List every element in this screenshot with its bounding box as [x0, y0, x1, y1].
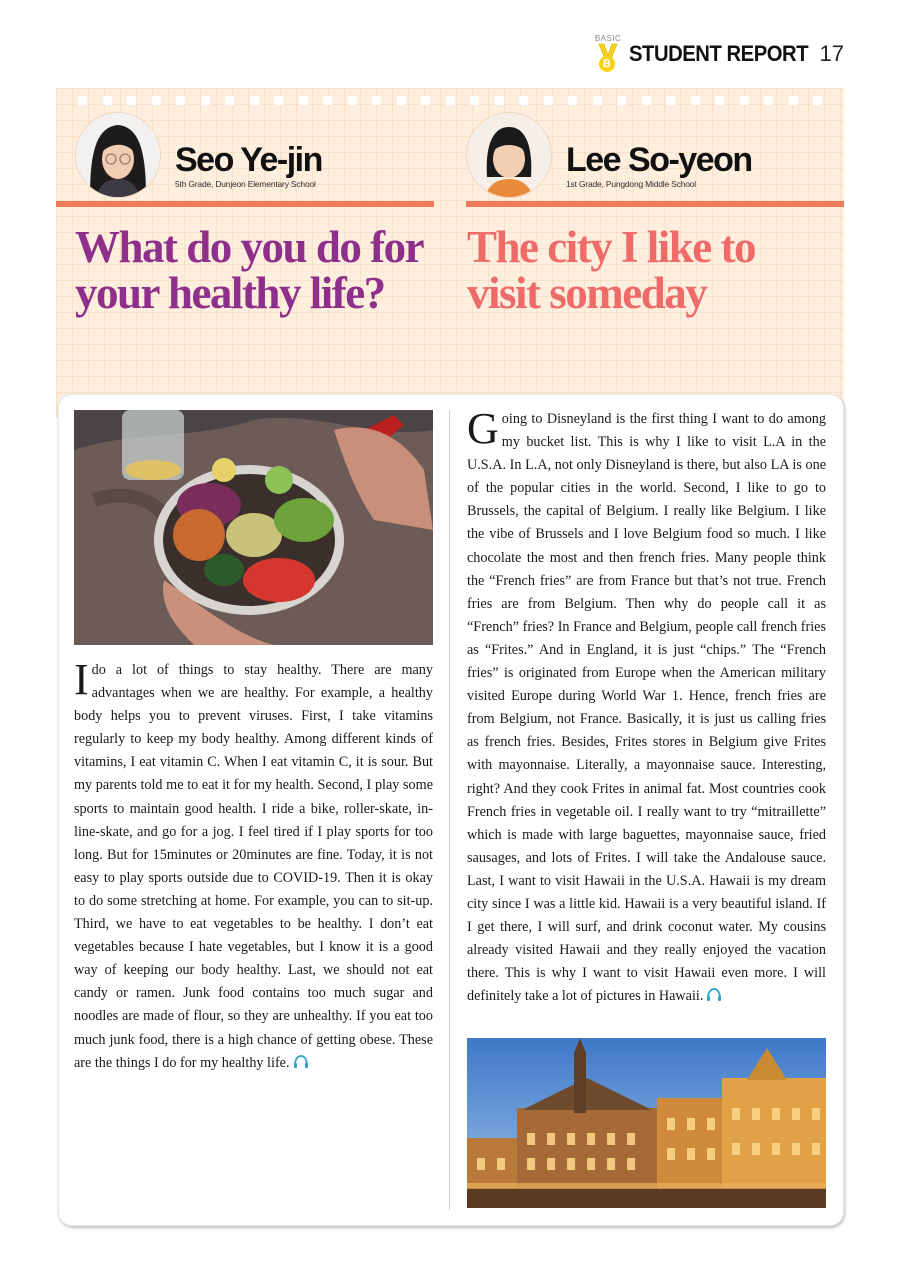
- binder-holes: [78, 96, 822, 106]
- left-article-body: [74, 655, 433, 1075]
- section-title: STUDENT REPORT: [628, 41, 808, 66]
- title-line: visit someday: [467, 268, 707, 318]
- healthy-food-bowl-photo: [74, 410, 433, 645]
- headphones-icon: [706, 988, 722, 1002]
- drop-cap: G: [467, 404, 499, 453]
- headphones-icon: [293, 1055, 309, 1069]
- drop-cap: I: [74, 655, 89, 704]
- author-school: 1st Grade, Pungdong Middle School: [566, 179, 696, 189]
- right-article-body: [467, 404, 826, 1008]
- brussels-grand-place-photo: [467, 1038, 826, 1208]
- right-article-title: [467, 224, 755, 316]
- page-number: 17: [819, 41, 844, 66]
- city-buildings-image: [467, 1038, 826, 1208]
- author-name: Lee So-yeon: [566, 141, 752, 179]
- student-portrait-icon: [467, 113, 551, 197]
- title-line: The city I like to: [467, 222, 755, 272]
- article-text: do a lot of things to stay healthy. There are many advantages when we are healthy. For example, a healthy body helps you to prevent viruses. First, I take vitamins regularly to keep my body healthy. Among different kinds of vitamins, I eat vitamin C. When I eat vitamin C, it is sour. But my parents told me to eat it for my health. Second, I play some sports to maintain good health. I ride a bike, roller-skate, in-line-skate, and go for a jog. I feel tired if I play sports for too long. But for 15minutes or 20minutes are fine. Today, it is not easy to play sports outside due to COVID-19. Then it is okay to do some stretching at home. For example, you can to sit-up. Third, we have to eat vegetables to be healthy. I don’t eat vegetables because I hate vegetables, but I know it is a good way of keeping our body healthy. Last, we should not eat candy or ramen. Junk food contains too much sugar and noodles are made of flour, so they are unhealthy. If you eat too much junk food, there is a high chance of getting obese. These are the things I do for my healthy life.: [74, 662, 433, 1071]
- avatar: [466, 112, 552, 198]
- title-line: your healthy life?: [75, 268, 385, 318]
- page-header: [593, 32, 844, 76]
- left-article-title: [75, 224, 423, 316]
- article-text: oing to Disneyland is the first thing I want to do among my bucket list. This is why I like to visit L.A in the U.S.A. In L.A, not only Disneyland is there, but also LA is one of the popular cities in the world. Second, I like to go to Brussels, the capital of Belgium. I really like Belgium. I like the vibe of Brussels and I love Belgium food so much. I like chocolate the most and then french fries. Many people think the “French fries” are from France but that’s not true. French fries are from Belgium. Then why do people call it as “French” fries? In France and Belgium, people call french fries as “Frites.” And in England, it is just “chips.” The “French fries” is originated from Europe when the American military visited Europe during World War 1. Hence, french fries are from Belgium, not France. Basically, it is just us calling fries as french fries. Besides, Frites stores in Belgium give Frites with mayonnaise. Literally, a mayonnaise sauce. Interesting, right? And they cook Frites in animal fat. Most countries cook French fries in vegetable oil. I really want to try “mitraillette” which is made with large baguettes, mayonnaise sauce, fried sausages, and lots of Frites. I will take the Andalouse sauce. Last, I want to visit Hawaii in the U.S.A. Hawaii is my dream city since I was a little kid. Hawaii is a very beautiful island. If I get there, I will surf, and drink coconut water. My cousins already visited Hawaii and they really enjoyed the vacation there. This is why I want to visit Hawaii even more. I will definitely take a lot of pictures in Hawaii.: [467, 411, 826, 1005]
- basic-badge-logo: [593, 34, 623, 74]
- right-title-rule: [466, 201, 844, 207]
- food-bowl-image: [74, 410, 433, 645]
- column-divider: [449, 410, 450, 1210]
- author-name: Seo Ye-jin: [175, 141, 322, 179]
- left-author: [75, 112, 322, 198]
- left-title-rule: [56, 201, 434, 207]
- author-school: 5th Grade, Dunjeon Elementary School: [175, 179, 316, 189]
- right-author: [466, 112, 752, 198]
- badge-small-text: BASIC: [594, 34, 622, 43]
- badge-letter: B: [599, 56, 615, 72]
- title-line: What do you do for: [75, 222, 424, 272]
- avatar: [75, 112, 161, 198]
- student-portrait-icon: [76, 113, 160, 197]
